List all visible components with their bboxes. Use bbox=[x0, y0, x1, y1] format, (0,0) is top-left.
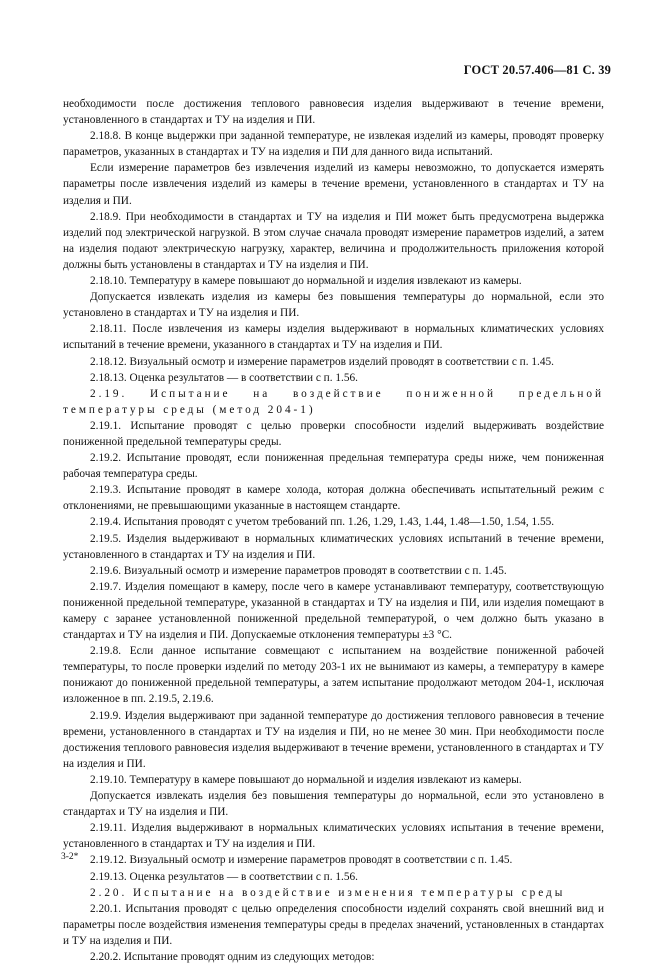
paragraph-continuation: необходимости после достижения теплового равновесия изделия выдерживают в течение времени, установленного в стандартах и ТУ на изделия и ПИ. bbox=[63, 98, 604, 127]
paragraph-2-20-2: 2.20.2. Испытание проводят одним из следующих методов: bbox=[90, 950, 375, 963]
paragraph-2-19-1: 2.19.1. Испытание проводят с целью проверки способности изделий выдерживать воздействие пониженной предельной температуры среды. bbox=[63, 419, 604, 448]
paragraph-2-18-9: 2.18.9. При необходимости в стандартах и ТУ на изделия и ПИ может быть предусмотрена выдержка изделий под электрической нагрузкой. В этом случае сначала проводят измерение параметров изделий, а затем на изделия подают электрическую нагрузку, характер, величина и продолжительность приложения которой должны быть установлены в стандартах и ТУ на изделия и ПИ. bbox=[63, 210, 604, 271]
paragraph-2-19-10: 2.19.10. Температуру в камере повышают до нормальной и изделия извлекают из камеры. bbox=[90, 773, 522, 786]
paragraph-2-18-10-note: Допускается извлекать изделия из камеры без повышения температуры до нормальной, если это установлено в стандартах и ТУ на изделия и ПИ. bbox=[63, 291, 604, 320]
paragraph-2-19-9: 2.19.9. Изделия выдерживают при заданной температуре до достижения теплового равновесия в течение времени, установленного в стандартах и ТУ на изделия и ПИ, но не менее 30 мин. При необходимости после достижения теплового равновесия изделия выдерживают в течение времени, установленного в стандартах и ТУ на изделия и ПИ. bbox=[63, 709, 604, 770]
page-body bbox=[63, 96, 604, 965]
paragraph-2-20-1: 2.20.1. Испытания проводят с целью определения способности изделий сохранять свой внешний вид и параметры после воздействия изменения температуры среды в пределах значений, установленных в стандартах и ТУ на изделия и ПИ. bbox=[63, 902, 604, 947]
paragraph-2-18-10: 2.18.10. Температуру в камере повышают до нормальной и изделия извлекают из камеры. bbox=[90, 275, 522, 288]
paragraph-2-19-3: 2.19.3. Испытание проводят в камере холода, которая должна обеспечивать испытательный режим с отклонениями, не превышающими указанные в настоящем стандарте. bbox=[63, 484, 604, 513]
paragraph-2-19-10-note: Допускается извлекать изделия без повышения температуры до нормальной, если это установлено в стандартах и ТУ на изделия и ПИ. bbox=[63, 790, 604, 819]
paragraph-2-18-8-note: Если измерение параметров без извлечения изделий из камеры невозможно, то допускается измерять параметры после извлечения изделий из камеры в течение времени, установленного в стандартах и ТУ на изделия и ПИ. bbox=[63, 162, 604, 207]
section-heading-2-20: 2.20. Испытание на воздействие изменения температуры среды bbox=[90, 886, 566, 899]
section-heading-2-19: 2.19. Испытание на воздействие пониженной предельной температуры среды (метод 204-1) bbox=[63, 387, 604, 416]
paragraph-2-19-8: 2.19.8. Если данное испытание совмещают с испытанием на воздействие пониженной рабочей температуры, то после проверки изделий по методу 203-1 их не вынимают из камеры, а температуру в камере понижают до пониженной предельной температуры, а затем испытание продолжают методом 204-1, исключая изложенное в пп. 2.19.5, 2.19.6. bbox=[63, 645, 604, 706]
paragraph-2-18-13: 2.18.13. Оценка результатов — в соответствии с п. 1.56. bbox=[90, 371, 358, 384]
paragraph-2-19-5: 2.19.5. Изделия выдерживают в нормальных климатических условиях испытаний в течение времени, установленного в стандартах и ТУ на изделия и ПИ. bbox=[63, 532, 604, 561]
paragraph-2-19-13: 2.19.13. Оценка результатов — в соответствии с п. 1.56. bbox=[90, 870, 358, 883]
paragraph-2-18-8: 2.18.8. В конце выдержки при заданной температуре, не извлекая изделий из камеры, проводят проверку параметров, указанных в стандартах и ТУ на изделия и ПИ для данного вида испытаний. bbox=[63, 130, 604, 159]
paragraph-2-19-2: 2.19.2. Испытание проводят, если пониженная предельная температура среды ниже, чем пониженная рабочая температура среды. bbox=[63, 452, 604, 481]
paragraph-2-19-4: 2.19.4. Испытания проводят с учетом требований пп. 1.26, 1.29, 1.43, 1.44, 1.48—1.50, 1.54, 1.55. bbox=[90, 516, 555, 529]
page-header: ГОСТ 20.57.406—81 С. 39 bbox=[463, 63, 611, 77]
paragraph-2-19-12: 2.19.12. Визуальный осмотр и измерение параметров проводят в соответствии с п. 1.45. bbox=[90, 854, 513, 867]
paragraph-2-19-6: 2.19.6. Визуальный осмотр и измерение параметров проводят в соответствии с п. 1.45. bbox=[90, 564, 507, 577]
paragraph-2-18-11: 2.18.11. После извлечения из камеры изделия выдерживают в нормальных климатических условиях испытаний в течение времени, указанного в стандартах и ТУ на изделия и ПИ. bbox=[63, 323, 604, 352]
paragraph-2-19-7: 2.19.7. Изделия помещают в камеру, после чего в камере устанавливают температуру, соответствующую пониженной предельной температуре, указанной в стандартах и ТУ на изделия и ПИ, или изделия помещают в камеру с заранее установленной пониженной предельной температурой, о чем должно быть указано в стандартах и ТУ на изделия и ПИ. Допускаемые отклонения температуры ±3 °С. bbox=[63, 580, 604, 642]
paragraph-2-19-11: 2.19.11. Изделия выдерживают в нормальных климатических условиях испытания в течение времени, установленного в стандартах и ТУ на изделия и ПИ. bbox=[63, 822, 604, 851]
page-footer-mark: 3-2* bbox=[61, 852, 79, 862]
paragraph-2-18-12: 2.18.12. Визуальный осмотр и измерение параметров изделий проводят в соответствии с п. 1.45. bbox=[90, 355, 554, 368]
